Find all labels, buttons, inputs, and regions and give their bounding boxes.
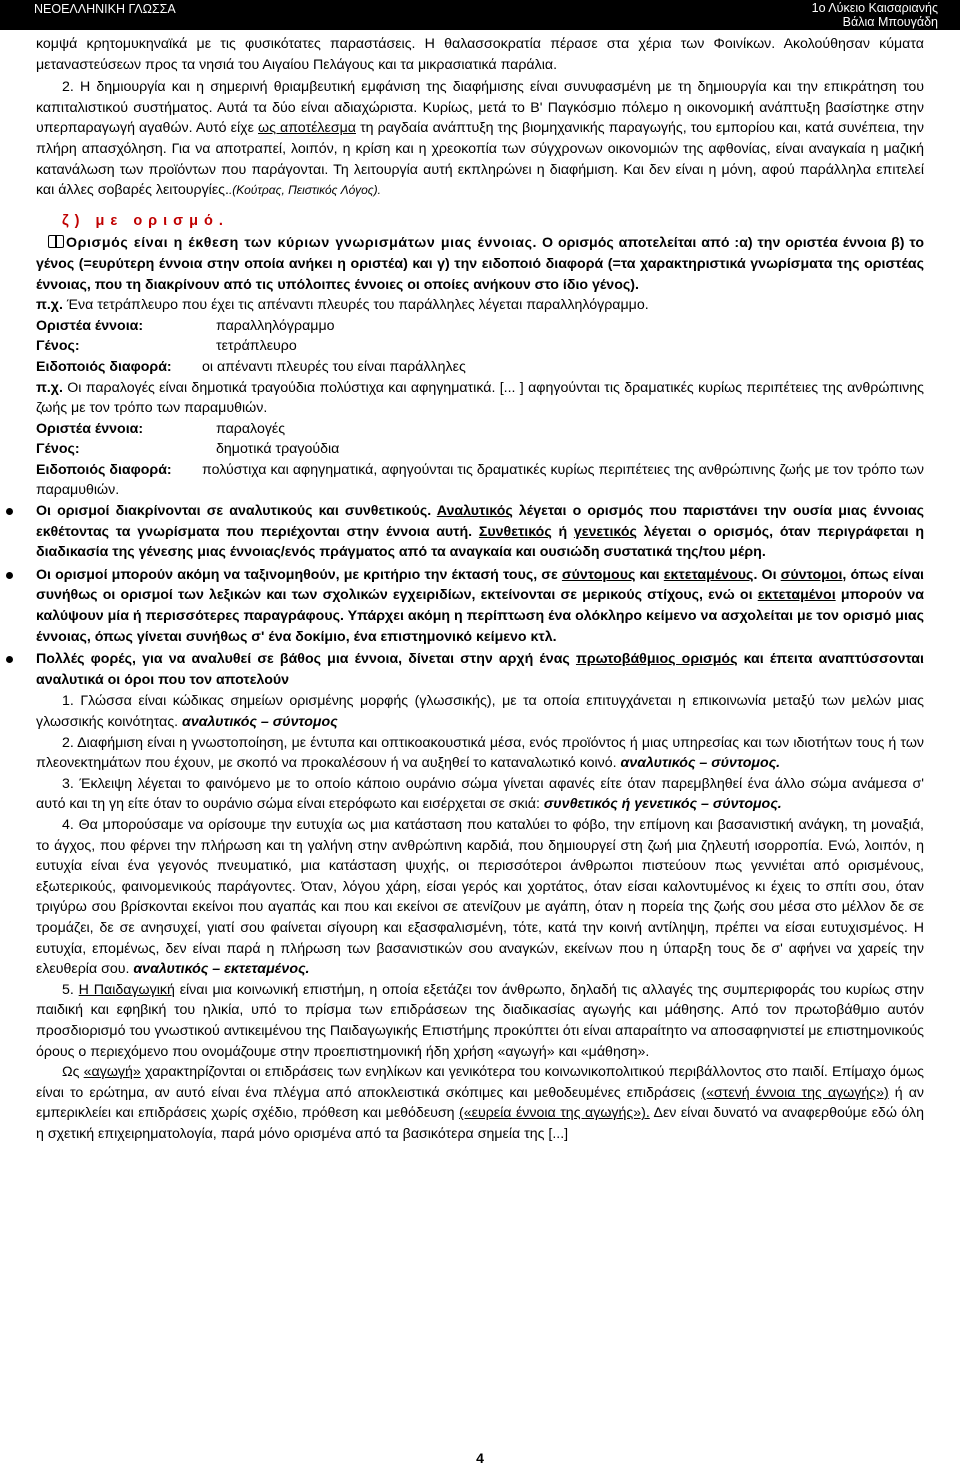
b3-text-a: Πολλές φορές, για να αναλυθεί σε βάθος μια έννοια, δίνεται στην αρχή ένας bbox=[36, 651, 576, 668]
ex1-oristea-value: παραλληλόγραμμο bbox=[216, 317, 335, 334]
genos-label: Γένος: bbox=[36, 338, 80, 355]
header-author: Βάλια Μπουγάδη bbox=[842, 15, 938, 29]
item-1 bbox=[36, 691, 924, 732]
b1-synthetic: Συνθετικός bbox=[478, 523, 552, 540]
b2-short: σύντομους bbox=[561, 566, 636, 583]
item-5-text: είναι μια κοινωνική επιστήμη, η οποία εξετάζει τον άνθρωπο, δηλαδή τις αλλαγές της συμπεριφοράς του κυρίως στην παιδική και εφηβική του ηλικία, υπό το πρίσμα των επιδράσεων της διαδικασίας αγωγής και μάθησης. Από τον πρωτοβάθμιο αυτόν προσδιορισμό του γνωστικού αντικειμένου της Παιδαγωγικής Επιστήμης προκύπτει ότι είναι απαραίτητο να αποσαφηνιστεί με επιστημονικούς όρους ο περιεχόμενο που ονομάζουμε στην προεπιστημονική ήδη χρήση «αγωγή» και «μάθηση». bbox=[36, 981, 924, 1060]
b1-genetic: γενετικός bbox=[573, 523, 637, 540]
b1-text-b: λέγεται ο ορισμός που παριστάνει την ουσία μιας έννοιας εκθέτοντας τα γνωρίσματα που περιέχονται στην έννοια αυτή. bbox=[36, 503, 924, 540]
ex1-oristea-row bbox=[36, 316, 924, 337]
example-1 bbox=[36, 295, 924, 316]
item-5 bbox=[36, 980, 924, 1062]
b3-text-b: και έπειτα αναπτύσσονται αναλυτικά οι όροι που τον αποτελούν bbox=[36, 651, 924, 688]
i5b-text-c: ή αν εμπερικλείει και επιδράσεις χωρίς σχέδιο, πρόθεση και μεθόδευση bbox=[36, 1084, 924, 1122]
definition-body: Ο ορισμός αποτελείται από :α) την οριστέα έννοια β) το γένος (=ευρύτερη έννοια στην οποία ανήκει η οριστέα) και γ) την ειδοποιό διαφορά (=τα χαρακτηριστικά γνωρίσματα της οριστέας έννοιας, που τη διακρίνουν από τις υπόλοιπες έννοιες οι οποίες ανήκουν στο ίδιο γένος). bbox=[36, 235, 925, 293]
item-5-pedagogy: Η Παιδαγωγική bbox=[78, 981, 175, 998]
b1-text-c: ή bbox=[551, 523, 574, 540]
b2-extended-2: εκτεταμένοι bbox=[757, 587, 836, 604]
definition-title: Ορισμός είναι η έκθεση των κύριων γνωρισμάτων μιας έννοιας. bbox=[66, 235, 538, 252]
item-4 bbox=[36, 815, 924, 980]
ex2-eidopoios-value: πολύστιχα και αφηγηματικά, αφηγούνται τις δραματικές κυρίως περιπέτειες της ανθρώπινης ζωής με τον τρόπο των παραμυθιών. bbox=[36, 461, 924, 499]
ex2-oristea-row bbox=[36, 419, 924, 440]
b1-text-a: Οι ορισμοί διακρίνονται σε αναλυτικούς και συνθετικούς. bbox=[36, 503, 437, 520]
b1-analytic: Αναλυτικός bbox=[436, 503, 513, 520]
oristea-label: Οριστέα έννοια: bbox=[36, 317, 144, 334]
genos-label: Γένος: bbox=[36, 441, 80, 458]
ex1-genos-row bbox=[36, 336, 924, 357]
item-3-text: 3. Έκλειψη λέγεται το φαινόμενο με το οποίο κάποιο ουράνιο σώμα γίνεται αφανές είτε όταν παρεμβληθεί ένα άλλο σώμα ανάμεσα σ' αυτό και τη γη είτε όταν το ουράνιο σώμα είναι ετερόφωτο και εισέρχεται σε σκιά: bbox=[36, 775, 924, 813]
p2-text-a: 2. Η δημιουργία και η σημερινή θριαμβευτική εμφάνιση της διαφήμισης είναι συνυφασμένη με τη δημιουργία και την επικράτηση του καπιταλιστικού συστήματος. Αυτά τα δύο είναι αδιαχώριστα. Κυρίως, μετά το Β' Παγκόσμιο πόλεμο η οικονομική ανάπτυξη βασίστηκε στην υπερπαραγωγή αγαθών. Αυτό είχε bbox=[36, 79, 924, 137]
i5b-narrow: («στενή έννοια της αγωγής») bbox=[701, 1084, 889, 1101]
ex2-oristea-value: παραλογές bbox=[216, 420, 286, 437]
item-1-text: 1. Γλώσσα είναι κώδικας σημείων ορισμένης μορφής (γλωσσικής), με τα οποία επιτυγχάνεται η επικοινωνία μεταξύ των μελών μιας γλωσσικής κοινότητας. bbox=[36, 693, 924, 730]
i5b-text-b: χαρακτηρίζονται οι επιδράσεις των ενηλίκων και γενικότερα του κοινωνικοπολιτικού περιβάλλοντος στο παιδί. Επίμαχο όμως είναι το ερώτημα, αν αυτό είναι ένα πλέγμα από αποκλειστικά σκόπιμες και μεθοδευμένες επιδράσεις bbox=[36, 1064, 924, 1101]
item-2 bbox=[36, 733, 924, 774]
item-2-tag: αναλυτικός – σύντομος. bbox=[620, 755, 781, 772]
item-3-tag: συνθετικός ή γενετικός – σύντομος. bbox=[543, 796, 782, 813]
page-number: 4 bbox=[476, 1450, 484, 1466]
b1-text-d: λέγεται ο ορισμός, όταν περιγράφεται η διαδικασία της γένεσης μιας έννοιας/ενός πράγματος από τα αναγκαία και ουσιώδη συστατικά της/του μέρη. bbox=[36, 523, 924, 561]
i5b-text-d: Δεν είναι δυνατό να αναφερθούμε εδώ όλη η σχετική επιχειρηματολογία, παρά μόνο ορισμένα από τα βασικότερα σημεία της [...] bbox=[36, 1105, 924, 1142]
item-3 bbox=[36, 774, 924, 815]
eidopoios-label: Ειδοποιός διαφορά: bbox=[36, 461, 172, 478]
bullet-definition-types bbox=[36, 501, 924, 563]
i5b-text-a: Ως bbox=[62, 1064, 84, 1081]
p2-text-b: τη ραγδαία ανάπτυξη της βιομηχανικής παραγωγής, του εμπορίου και, κατά συνέπεια, την πλήρη απασχόληση. Για να αποτραπεί, λοιπόν, η κρίση και η χρεοκοπία των σύγχρονων οικονομιών της αφθονίας, είναι αναγκαία η μαζική κατανάλωση των προϊόντων που παράγονται. Τη λειτουργία αυτή εκπληρώνει η διαφήμιση. Και δεν είναι η μόνη, αφού παράλληλα επιτελεί και άλλες σοβαρές λειτουργίες. bbox=[36, 120, 924, 199]
b2-text-d: , όπως είναι συνήθως οι ορισμοί των λεξικών και των σχολικών εγχειριδίων, εκτείνονται σε μερικούς στίχους, ενώ οι bbox=[36, 566, 924, 604]
document-body bbox=[36, 34, 924, 1144]
b2-text-e: μπορούν να καλύψουν μία ή περισσότερες παραγράφους. Υπάρχει ακόμη η περίπτωση ένα ολόκληρο κείμενο να ασχολείται με τον ορισμό μιας έννοιας, όπως γίνεται συνήθως σ' ένα δοκίμιο, ένα επιστημονικό κείμενο κτλ. bbox=[36, 587, 924, 645]
definition-paragraph bbox=[36, 233, 924, 295]
eidopoios-label: Ειδοποιός διαφορά: bbox=[36, 358, 172, 375]
example-2 bbox=[36, 378, 924, 419]
item-2-text: 2. Διαφήμιση είναι η γνωστοποίηση, με έντυπα και οπτικοακουστικά μέσα, ενός προϊόντος ή μιας υπηρεσίας και των ιδιοτήτων τους ή των πλεονεκτημάτων που έχουν, με σκοπό να προκαλέσουν ή να αυξηθεί το καταναλωτικό κοινό. bbox=[36, 734, 924, 772]
i5b-agogi: «αγωγή» bbox=[83, 1064, 141, 1081]
bullet-definition-length bbox=[36, 565, 924, 647]
b3-primary: πρωτοβάθμιος ορισμός bbox=[575, 651, 738, 668]
ex1-genos-value: τετράπλευρο bbox=[216, 338, 297, 355]
b2-text-b: και bbox=[635, 566, 664, 583]
ex2-genos-row bbox=[36, 439, 924, 460]
b2-text-c: . Οι bbox=[753, 566, 781, 583]
item-5-num: 5. bbox=[62, 981, 79, 998]
header-subject: ΝΕΟΕΛΛΗΝΙΚΗ ΓΛΩΣΣΑ bbox=[34, 2, 176, 16]
page-header bbox=[0, 0, 960, 30]
p2-underlined: ως αποτέλεσμα bbox=[258, 120, 356, 137]
oristea-label: Οριστέα έννοια: bbox=[36, 420, 144, 437]
example-1-text: Ένα τετράπλευρο που έχει τις απέναντι πλευρές του παράλληλες λέγεται παραλληλόγραμμο. bbox=[62, 297, 649, 314]
i5b-broad: («ευρεία έννοια της αγωγής»). bbox=[459, 1105, 650, 1122]
item-5-continued bbox=[36, 1062, 924, 1144]
b2-short-2: σύντομοι bbox=[780, 566, 843, 583]
ex1-eidopoios-value: οι απέναντι πλευρές του είναι παράλληλες bbox=[202, 358, 466, 375]
ex1-eidopoios-row bbox=[36, 357, 924, 378]
p2-source: .(Κούτρας, Πειστικός Λόγος). bbox=[228, 183, 381, 198]
item-1-tag: αναλυτικός – σύντομος bbox=[182, 714, 338, 730]
example-2-text: Οι παραλογές είναι δημοτικά τραγούδια πολύστιχα και αφηγηματικά. [... ] αφηγούνται τις δραματικές κυρίως περιπέτειες της ανθρώπινης ζωής με τον τρόπο των παραμυθιών. bbox=[36, 379, 924, 417]
bullet-primary-definition bbox=[36, 649, 924, 690]
ex2-eidopoios-row bbox=[36, 460, 924, 501]
b2-text-a: Οι ορισμοί μπορούν ακόμη να ταξινομηθούν, με κριτήριο την έκτασή τους, σε bbox=[36, 566, 562, 583]
paragraph-2 bbox=[36, 77, 924, 201]
book-icon bbox=[48, 235, 64, 248]
example-2-label: π.χ. bbox=[36, 379, 63, 396]
section-heading: ζ) με ορισμό. bbox=[62, 212, 229, 229]
item-4-tag: αναλυτικός – εκτεταμένος. bbox=[133, 961, 310, 978]
item-4-text: 4. Θα μπορούσαμε να ορίσουμε την ευτυχία ως μια κατάσταση που καταλύει το φόβο, την επίμονη και βασανιστική ανάγκη, τη μοναξιά, το άγχος, που φέρνει την πλήρωση και τη γαλήνη στην ανθρώπινη καρδιά, που δημιουργεί στη ζωή μια ζηλευτή ισορροπία. Ενώ, λοιπόν, η ευτυχία είναι ένα γεγονός πνευματικό, μια κατάσταση ψυχής, οι περισσότεροι άνθρωποι πιστεύουν πως γεννιέται από ορισμένους, εξωτερικούς, φαινομενικούς παράγοντες. Όταν, λόγου χάρη, είσαι γερός και χορτάτος, όταν είσαι καλοντυμένος κι έχεις το σπίτι σου, όταν τριγύρω σου βρίσκονται εκείνοι που αγαπάς και που και εκείνοι σε ατενίζουν με αγάπη, όταν η πορεία της ζωής σου μέσα στο μέλλον δε σε τρομάζει, δε σε ανησυχεί, γιατί σου φαίνεται σίγουρη και εξασφαλισμένη, τότε, κατά την κοινή αντίληψη, πρέπει να είσαι ευτυχισμένος. Η ευτυχία, επομένως, δεν είναι παρά η πλήρωση των βασανιστικών σου αναγκών, εκείνων που η ύπαρξη τους δε σ' αφήνει να χαρείς την ελευθερία σου. bbox=[36, 816, 924, 978]
intro-paragraph: κομψά κρητομυκηναϊκά με τις φυσικότατες παραστάσεις. Η θαλασσοκρατία πέρασε στα χέρια των Φοινίκων. Ακολούθησαν κύματα μεταναστεύσεων προς τα νησιά του Αιγαίου Πελάγους και τα μικρασιατικά παράλια. bbox=[36, 36, 924, 73]
example-1-label: π.χ. bbox=[36, 297, 63, 314]
ex2-genos-value: δημοτικά τραγούδια bbox=[216, 441, 340, 458]
b2-extended: εκτεταμένους bbox=[663, 566, 754, 583]
header-school: 1ο Λύκειο Καισαριανής bbox=[811, 1, 938, 15]
